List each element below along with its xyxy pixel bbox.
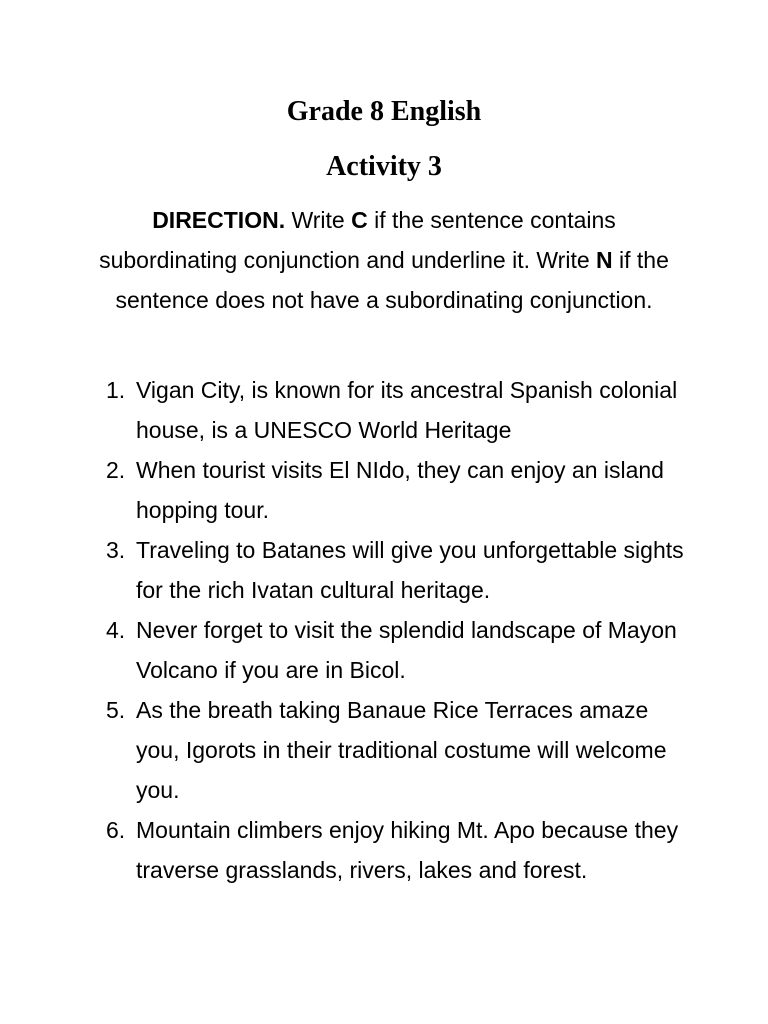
item-number: 1. <box>106 377 126 403</box>
list-item <box>0 450 684 530</box>
list-item <box>0 810 684 890</box>
list-item <box>0 610 684 690</box>
item-text: Traveling to Batanes will give you unforgettable sights for the rich Ivatan cultural heritage. <box>136 537 684 603</box>
item-number: 6. <box>106 817 126 843</box>
item-text: Vigan City, is known for its ancestral Spanish colonial house, is a UNESCO World Heritage <box>136 377 678 443</box>
list-item <box>0 690 684 810</box>
list-item <box>0 370 684 450</box>
item-text: When tourist visits El NIdo, they can enjoy an island hopping tour. <box>136 457 664 523</box>
activity-title: Activity 3 <box>326 151 442 182</box>
direction-text-3: if the sentence does not have a subordinating conjunction. <box>115 247 669 313</box>
direction-text-2: if the sentence contains subordinating conjunction and underline it. Write <box>99 207 616 273</box>
direction-paragraph <box>80 200 688 320</box>
direction-letter-n: N <box>596 247 613 273</box>
item-number: 5. <box>106 697 126 723</box>
sentence-list <box>0 370 768 890</box>
list-item <box>0 530 684 610</box>
item-text: Never forget to visit the splendid landscape of Mayon Volcano if you are in Bicol. <box>136 617 677 683</box>
item-text: Mountain climbers enjoy hiking Mt. Apo because they traverse grasslands, rivers, lakes and forest. <box>136 817 679 883</box>
direction-letter-c: C <box>351 207 368 233</box>
item-number: 3. <box>106 537 126 563</box>
direction-label: DIRECTION. <box>152 207 286 233</box>
item-number: 2. <box>106 457 126 483</box>
item-text: As the breath taking Banaue Rice Terraces amaze you, Igorots in their traditional costume will welcome you. <box>136 697 667 803</box>
direction-text-1: Write <box>285 207 352 233</box>
item-number: 4. <box>106 617 126 643</box>
page-title: Grade 8 English <box>286 96 482 127</box>
